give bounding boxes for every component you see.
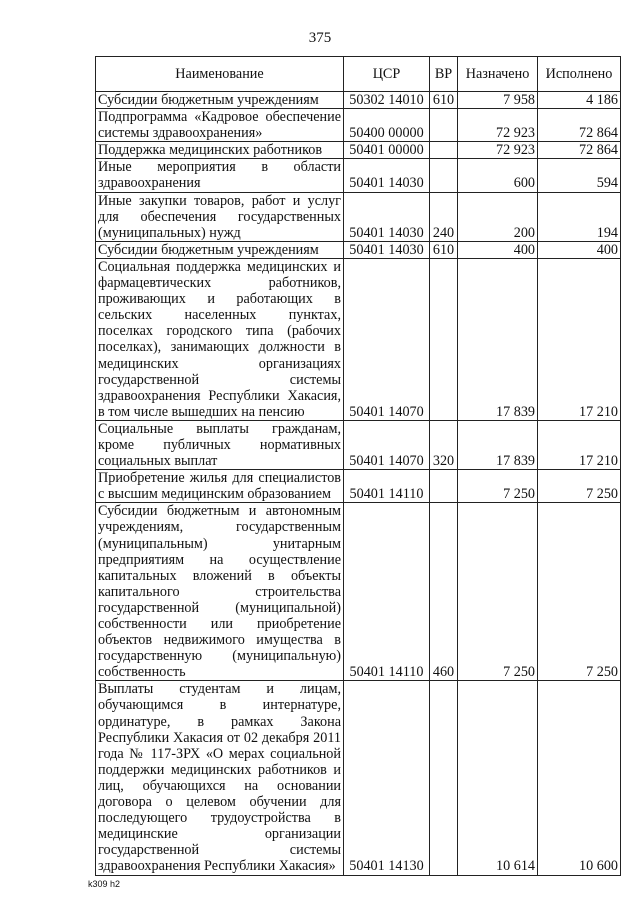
row-csr: 50400 00000 bbox=[344, 109, 430, 142]
row-name: Субсидии бюджетным и автономным учреждениям, государственным (муниципальным) унитарным предприятиям на осуществление капитальных вложений в объекты капитального строительства государственной (муниципальной) собственности или приобретение объектов недвижимого имущества в государственную (муниципальную) собственность bbox=[96, 503, 344, 681]
row-csr: 50401 14030 bbox=[344, 241, 430, 258]
row-executed: 4 186 bbox=[538, 92, 621, 109]
row-executed: 10 600 bbox=[538, 681, 621, 875]
row-name: Подпрограмма «Кадровое обеспечение системы здравоохранения» bbox=[96, 109, 344, 142]
row-csr: 50401 14070 bbox=[344, 258, 430, 420]
row-name: Субсидии бюджетным учреждениям bbox=[96, 92, 344, 109]
row-vr bbox=[430, 109, 458, 142]
table-header-row bbox=[96, 57, 621, 92]
row-vr: 240 bbox=[430, 192, 458, 241]
row-executed: 7 250 bbox=[538, 470, 621, 503]
row-executed: 72 864 bbox=[538, 109, 621, 142]
row-assigned: 17 839 bbox=[458, 258, 538, 420]
row-csr: 50401 00000 bbox=[344, 142, 430, 159]
row-executed: 594 bbox=[538, 159, 621, 192]
page-number: 375 bbox=[308, 30, 332, 46]
row-executed: 194 bbox=[538, 192, 621, 241]
row-vr bbox=[430, 470, 458, 503]
header-name: Наименование bbox=[96, 57, 344, 92]
row-vr bbox=[430, 159, 458, 192]
row-assigned: 7 250 bbox=[458, 470, 538, 503]
row-vr: 610 bbox=[430, 92, 458, 109]
header-csr: ЦСР bbox=[344, 57, 430, 92]
table-row bbox=[96, 258, 621, 420]
row-name: Выплаты студентам и лицам, обучающимся в интернатуре, ординатуре, в рамках Закона Республики Хакасия от 02 декабря 2011 года № 117-ЗРХ «О мерах социальной поддержки медицинских работников и лиц, обучающихся на основании договора о целевом обучении для последующего трудоустройства в медицинские организации государственной системы здравоохранения Республики Хакасия» bbox=[96, 681, 344, 875]
row-assigned: 10 614 bbox=[458, 681, 538, 875]
row-executed: 400 bbox=[538, 241, 621, 258]
row-name: Иные мероприятия в области здравоохранения bbox=[96, 159, 344, 192]
row-name: Социальные выплаты гражданам, кроме публичных нормативных социальных выплат bbox=[96, 420, 344, 469]
row-vr bbox=[430, 142, 458, 159]
row-csr: 50401 14130 bbox=[344, 681, 430, 875]
budget-table bbox=[95, 56, 621, 876]
table-row bbox=[96, 420, 621, 469]
row-csr: 50401 14110 bbox=[344, 470, 430, 503]
row-vr: 460 bbox=[430, 503, 458, 681]
row-name: Субсидии бюджетным учреждениям bbox=[96, 241, 344, 258]
table-row bbox=[96, 470, 621, 503]
row-executed: 17 210 bbox=[538, 258, 621, 420]
table-row bbox=[96, 241, 621, 258]
row-assigned: 17 839 bbox=[458, 420, 538, 469]
row-executed: 72 864 bbox=[538, 142, 621, 159]
row-csr: 50401 14030 bbox=[344, 192, 430, 241]
table-row bbox=[96, 503, 621, 681]
header-assigned: Назначено bbox=[458, 57, 538, 92]
row-csr: 50302 14010 bbox=[344, 92, 430, 109]
row-executed: 7 250 bbox=[538, 503, 621, 681]
row-vr: 320 bbox=[430, 420, 458, 469]
row-csr: 50401 14110 bbox=[344, 503, 430, 681]
table-row bbox=[96, 109, 621, 142]
row-csr: 50401 14030 bbox=[344, 159, 430, 192]
row-csr: 50401 14070 bbox=[344, 420, 430, 469]
row-name: Поддержка медицинских работников bbox=[96, 142, 344, 159]
table-row bbox=[96, 159, 621, 192]
row-name: Иные закупки товаров, работ и услуг для обеспечения государственных (муниципальных) нужд bbox=[96, 192, 344, 241]
row-vr bbox=[430, 681, 458, 875]
row-assigned: 72 923 bbox=[458, 142, 538, 159]
row-name: Приобретение жилья для специалистов с высшим медицинским образованием bbox=[96, 470, 344, 503]
row-assigned: 600 bbox=[458, 159, 538, 192]
row-vr bbox=[430, 258, 458, 420]
row-assigned: 7 958 bbox=[458, 92, 538, 109]
row-assigned: 200 bbox=[458, 192, 538, 241]
header-vr: ВР bbox=[430, 57, 458, 92]
table-row bbox=[96, 192, 621, 241]
row-assigned: 400 bbox=[458, 241, 538, 258]
footer-code: k309 h2 bbox=[88, 879, 121, 889]
row-assigned: 72 923 bbox=[458, 109, 538, 142]
table-row bbox=[96, 142, 621, 159]
row-vr: 610 bbox=[430, 241, 458, 258]
table-row bbox=[96, 92, 621, 109]
table-row bbox=[96, 681, 621, 875]
row-assigned: 7 250 bbox=[458, 503, 538, 681]
header-executed: Исполнено bbox=[538, 57, 621, 92]
row-executed: 17 210 bbox=[538, 420, 621, 469]
row-name: Социальная поддержка медицинских и фармацевтических работников, проживающих и работающих в сельских населенных пунктах, поселках городского типа (рабочих поселках), занимающих должности в медицинских организациях государственной системы здравоохранения Республики Хакасия, в том числе вышедших на пенсию bbox=[96, 258, 344, 420]
